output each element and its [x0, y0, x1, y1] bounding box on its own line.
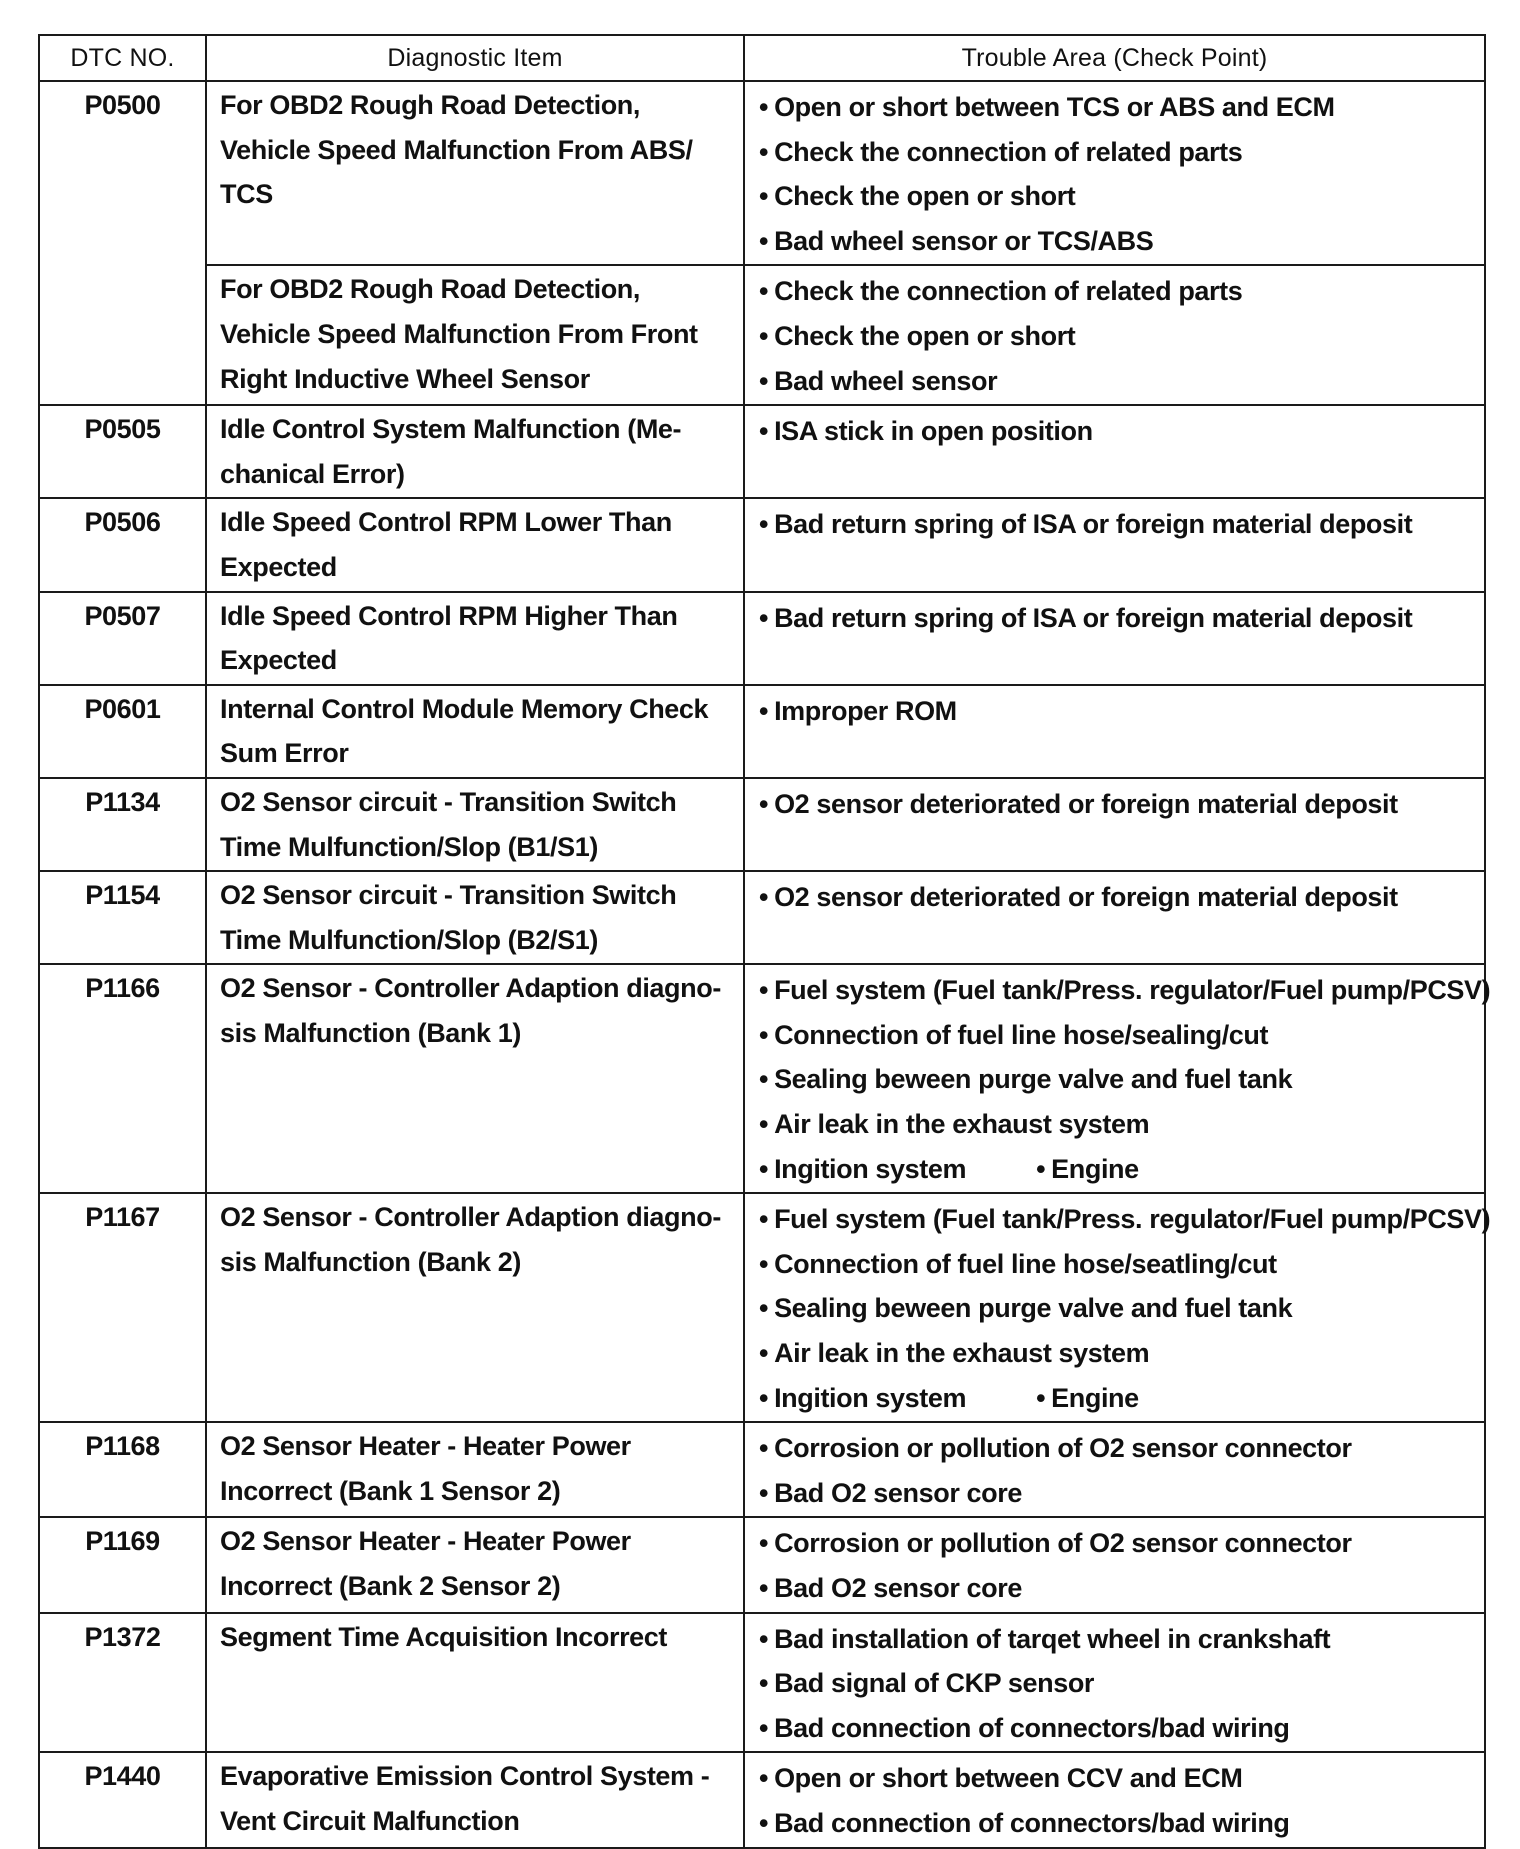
diagnostic-item-line: Idle Speed Control RPM Higher Than: [220, 600, 678, 631]
table-row: [39, 1517, 1485, 1612]
trouble-area-cell: [744, 592, 1485, 685]
trouble-area-text: Corrosion or pollution of O2 sensor connector: [774, 1433, 1352, 1464]
trouble-area-text: Sealing beween purge valve and fuel tank: [774, 1293, 1293, 1324]
diagnostic-item-line: sis Malfunction (Bank 1): [220, 1017, 521, 1048]
table-row: [39, 592, 1485, 685]
trouble-area-text: ISA stick in open position: [774, 416, 1093, 447]
bullet-icon: •: [759, 136, 769, 167]
trouble-area-text: Engine: [1051, 1382, 1139, 1413]
diagnostic-item-cell: [206, 685, 744, 778]
bullet-icon: •: [759, 1573, 769, 1603]
dtc-code: P1166: [85, 973, 160, 1004]
trouble-area-bullet: [759, 502, 1482, 547]
dtc-code: P1154: [85, 880, 160, 911]
trouble-area-text: Connection of fuel line hose/seatling/cut: [774, 1248, 1277, 1279]
table-row: [39, 265, 1485, 405]
bullet-icon: •: [759, 1338, 769, 1369]
bullet-icon: •: [759, 1064, 769, 1095]
dtc-code-cell: [39, 1193, 206, 1422]
diagnostic-item-cell: [206, 592, 744, 685]
diagnostic-item-line: Idle Control System Malfunction (Me-: [220, 414, 682, 445]
bullet-icon: •: [759, 882, 769, 913]
bullet-icon: •: [759, 1204, 769, 1235]
trouble-area-bullet: [759, 409, 1482, 454]
diagnostic-item-cell: [206, 1613, 744, 1753]
bullet-icon: •: [759, 1477, 769, 1508]
trouble-area-cell: [744, 778, 1485, 871]
diagnostic-item-cell: [206, 1517, 744, 1612]
bullet-icon: •: [759, 788, 769, 819]
bullet-icon: •: [759, 276, 769, 307]
bullet-icon: •: [759, 1153, 769, 1184]
bullet-icon: •: [759, 1433, 769, 1464]
trouble-area-text: Fuel system (Fuel tank/Press. regulator/Fuel pump/PCSV): [774, 1204, 1491, 1235]
dtc-code: P1134: [85, 786, 160, 817]
trouble-area-bullet: [759, 1617, 1482, 1662]
header-diagnostic-item: Diagnostic Item: [206, 35, 744, 81]
trouble-area-bullet: [759, 1286, 1482, 1331]
bullet-icon: •: [1036, 1153, 1046, 1184]
diagnostic-item-line: Time Mulfunction/Slop (B1/S1): [220, 831, 598, 862]
table-row: [39, 498, 1485, 591]
trouble-area-bullet: [759, 875, 1482, 920]
bullet-icon: •: [759, 1248, 769, 1279]
bullet-icon: •: [759, 1763, 769, 1794]
dtc-code-cell: [39, 778, 206, 871]
table-header: [39, 35, 1485, 81]
diagnostic-item-line: For OBD2 Rough Road Detection,: [220, 90, 641, 120]
diagnostic-item-cell: [206, 405, 744, 498]
dtc-code: P1372: [84, 1621, 161, 1652]
trouble-area-text: Fuel system (Fuel tank/Press. regulator/Fuel pump/PCSV): [774, 975, 1491, 1006]
trouble-area-text: Ingition system: [774, 1153, 967, 1184]
dtc-code-cell: [39, 81, 206, 405]
trouble-area-text: Bad return spring of ISA or foreign material deposit: [774, 509, 1413, 540]
header-dtc-no: DTC NO.: [39, 35, 206, 81]
diagnostic-item-cell: [206, 1422, 744, 1517]
table-row: [39, 1193, 1485, 1422]
bullet-icon: •: [759, 1712, 769, 1743]
trouble-area-text: Air leak in the exhaust system: [774, 1109, 1150, 1140]
dtc-code-cell: [39, 964, 206, 1193]
diagnostic-item-line: For OBD2 Rough Road Detection,: [220, 274, 641, 305]
trouble-area-text: Sealing beween purge valve and fuel tank: [774, 1064, 1293, 1095]
dtc-code-cell: [39, 1422, 206, 1517]
diagnostic-item-line: Incorrect (Bank 1 Sensor 2): [220, 1475, 561, 1506]
table-row: [39, 685, 1485, 778]
trouble-area-bullet: [759, 1756, 1482, 1801]
dtc-code-cell: [39, 871, 206, 964]
trouble-area-cell: [744, 405, 1485, 498]
trouble-area-bullet: [759, 269, 1482, 314]
diagnostic-item-line: Right Inductive Wheel Sensor: [220, 363, 590, 394]
trouble-area-cell: [744, 81, 1485, 265]
trouble-area-bullet: [759, 1801, 1482, 1846]
diagnostic-item-line: Evaporative Emission Control System -: [220, 1761, 710, 1792]
trouble-area-cell: [744, 1422, 1485, 1517]
bullet-icon: •: [759, 1528, 769, 1559]
trouble-area-text: Check the connection of related parts: [774, 136, 1243, 167]
trouble-area-text: Check the open or short: [774, 320, 1076, 351]
table-row: [39, 871, 1485, 964]
trouble-area-bullet: [759, 596, 1482, 641]
trouble-area-bullet: [759, 1242, 1482, 1287]
dtc-code: P0500: [84, 90, 161, 120]
trouble-area-bullet: [759, 689, 1482, 734]
table-row: [39, 405, 1485, 498]
diagnostic-item-cell: [206, 498, 744, 591]
dtc-code-cell: [39, 405, 206, 498]
trouble-area-cell: [744, 498, 1485, 591]
bullet-icon: •: [759, 1293, 769, 1324]
trouble-area-text: Bad O2 sensor core: [774, 1573, 1022, 1603]
table-row: [39, 1752, 1485, 1847]
trouble-area-text: Connection of fuel line hose/sealing/cut: [774, 1019, 1269, 1050]
diagnostic-item-cell: [206, 778, 744, 871]
trouble-area-cell: [744, 871, 1485, 964]
dtc-code: P0506: [84, 507, 161, 538]
diagnostic-item-line: Segment Time Acquisition Incorrect: [220, 1621, 667, 1652]
trouble-area-text: Bad installation of tarqet wheel in crankshaft: [774, 1623, 1331, 1654]
bullet-icon: •: [759, 509, 769, 540]
dtc-code: P0507: [84, 600, 161, 631]
trouble-area-text: Bad return spring of ISA or foreign material deposit: [774, 602, 1413, 633]
trouble-area-text: Improper ROM: [774, 695, 957, 726]
dtc-code: P1167: [85, 1202, 160, 1233]
trouble-area-text: Bad connection of connectors/bad wiring: [774, 1807, 1290, 1838]
trouble-area-bullet: [759, 130, 1482, 175]
trouble-area-cell: [744, 1193, 1491, 1422]
trouble-area-text: Check the connection of related parts: [774, 276, 1243, 307]
trouble-area-bullet: [759, 219, 1482, 264]
diagnostic-item-line: Expected: [220, 551, 337, 582]
trouble-area-cell: [744, 1517, 1485, 1612]
diagnostic-item-cell: [206, 964, 744, 1193]
bullet-icon: •: [759, 1109, 769, 1140]
bullet-icon: •: [759, 1807, 769, 1838]
diagnostic-item-line: O2 Sensor circuit - Transition Switch: [220, 880, 677, 911]
bullet-icon: •: [759, 1623, 769, 1654]
bullet-icon: •: [759, 416, 769, 447]
trouble-area-text: Bad wheel sensor or TCS/ABS: [774, 225, 1154, 256]
diagnostic-item-cell: [206, 81, 744, 265]
trouble-area-bullet: [759, 1197, 1491, 1242]
diagnostic-item-line: Vent Circuit Malfunction: [220, 1805, 520, 1836]
diagnostic-item-line: O2 Sensor circuit - Transition Switch: [220, 786, 677, 817]
dtc-code-cell: [39, 592, 206, 685]
trouble-area-cell: [744, 1752, 1485, 1847]
trouble-area-cell: [744, 1613, 1485, 1753]
trouble-area-text: O2 sensor deteriorated or foreign material deposit: [774, 788, 1398, 819]
diagnostic-item-line: Vehicle Speed Malfunction From Front: [220, 318, 698, 349]
trouble-area-text: Bad signal of CKP sensor: [774, 1668, 1095, 1699]
trouble-area-bullet: [759, 1102, 1482, 1147]
diagnostic-item-line: O2 Sensor Heater - Heater Power: [220, 1431, 631, 1462]
dtc-code-cell: [39, 1613, 206, 1753]
diagnostic-item-line: Expected: [220, 645, 337, 676]
trouble-area-text: Corrosion or pollution of O2 sensor connector: [774, 1528, 1352, 1559]
dtc-code-cell: [39, 1517, 206, 1612]
bullet-icon: •: [759, 225, 769, 256]
bullet-icon: •: [759, 602, 769, 633]
bullet-icon: •: [759, 365, 769, 396]
bullet-icon: •: [759, 320, 769, 351]
bullet-icon: •: [759, 1382, 769, 1413]
diagnostic-item-line: Internal Control Module Memory Check: [220, 693, 709, 724]
dtc-code: P1168: [85, 1431, 160, 1462]
diagnostic-item-cell: [206, 1193, 744, 1422]
trouble-area-bullet: [759, 1521, 1482, 1566]
dtc-code: P1440: [84, 1761, 161, 1792]
bullet-icon: •: [759, 975, 769, 1006]
table-row: [39, 1613, 1485, 1753]
diagnostic-item-line: O2 Sensor - Controller Adaption diagno-: [220, 1202, 721, 1233]
diagnostic-item-line: Sum Error: [220, 738, 349, 769]
trouble-area-bullet: [759, 85, 1482, 130]
diagnostic-item-cell: [206, 1752, 744, 1847]
trouble-area-cell: [744, 964, 1491, 1193]
table-body: [39, 81, 1491, 1848]
bullet-icon: •: [1036, 1382, 1046, 1413]
trouble-area-bullet: [759, 1376, 1482, 1421]
diagnostic-item-cell: [206, 265, 744, 405]
trouble-area-bullet: [759, 1147, 1482, 1192]
dtc-code: P1169: [85, 1526, 160, 1557]
trouble-area-bullet: [759, 1706, 1482, 1751]
trouble-area-bullet: [759, 1566, 1482, 1611]
dtc-code-cell: [39, 685, 206, 778]
trouble-area-text: Open or short between CCV and ECM: [774, 1763, 1243, 1794]
diagnostic-item-line: Time Mulfunction/Slop (B2/S1): [220, 924, 598, 955]
bullet-icon: •: [759, 1019, 769, 1050]
trouble-area-bullet: [759, 782, 1482, 827]
trouble-area-bullet: [759, 1013, 1482, 1058]
table-row: [39, 778, 1485, 871]
table-row: [39, 81, 1485, 265]
dtc-code: P0601: [84, 693, 161, 724]
table-row: [39, 964, 1485, 1193]
diagnostic-item-line: O2 Sensor Heater - Heater Power: [220, 1526, 631, 1557]
diagnostic-item-line: chanical Error): [220, 458, 405, 489]
trouble-area-bullet: [759, 1331, 1482, 1376]
diagnostic-item-cell: [206, 871, 744, 964]
trouble-area-cell: [744, 685, 1485, 778]
trouble-area-text: O2 sensor deteriorated or foreign material deposit: [774, 882, 1398, 913]
trouble-area-bullet: [759, 1426, 1482, 1471]
trouble-area-text: Bad O2 sensor core: [774, 1477, 1022, 1508]
header-trouble-area: Trouble Area (Check Point): [744, 35, 1485, 81]
dtc-code-cell: [39, 1752, 206, 1847]
trouble-area-text: Ingition system: [774, 1382, 967, 1413]
diagnostic-item-line: Incorrect (Bank 2 Sensor 2): [220, 1571, 561, 1601]
dtc-code: P0505: [84, 414, 161, 445]
trouble-area-text: Check the open or short: [774, 181, 1076, 212]
dtc-code-cell: [39, 498, 206, 591]
trouble-area-text: Engine: [1051, 1153, 1139, 1184]
bullet-icon: •: [759, 1668, 769, 1699]
trouble-area-bullet: [759, 314, 1482, 359]
bullet-icon: •: [759, 92, 769, 122]
trouble-area-bullet: [759, 174, 1482, 219]
trouble-area-bullet: [759, 359, 1482, 404]
trouble-area-text: Bad wheel sensor: [774, 365, 998, 396]
header-row: [39, 35, 1485, 81]
diagnostic-item-line: Idle Speed Control RPM Lower Than: [220, 507, 672, 538]
diagnostic-item-line: TCS: [220, 179, 273, 210]
trouble-area-text: Air leak in the exhaust system: [774, 1338, 1150, 1369]
diagnostic-item-line: O2 Sensor - Controller Adaption diagno-: [220, 973, 721, 1004]
trouble-area-bullet: [759, 1661, 1482, 1706]
trouble-area-bullet: [759, 1057, 1482, 1102]
trouble-area-text: Bad connection of connectors/bad wiring: [774, 1712, 1290, 1743]
trouble-area-bullet: [759, 1471, 1482, 1516]
trouble-area-text: Open or short between TCS or ABS and ECM: [774, 92, 1335, 122]
dtc-table: [38, 34, 1491, 1849]
diagnostic-item-line: Vehicle Speed Malfunction From ABS/: [220, 134, 693, 165]
table-row: [39, 1422, 1485, 1517]
bullet-icon: •: [759, 181, 769, 212]
bullet-icon: •: [759, 695, 769, 726]
trouble-area-bullet: [759, 968, 1491, 1013]
trouble-area-cell: [744, 265, 1485, 405]
diagnostic-item-line: sis Malfunction (Bank 2): [220, 1246, 521, 1277]
